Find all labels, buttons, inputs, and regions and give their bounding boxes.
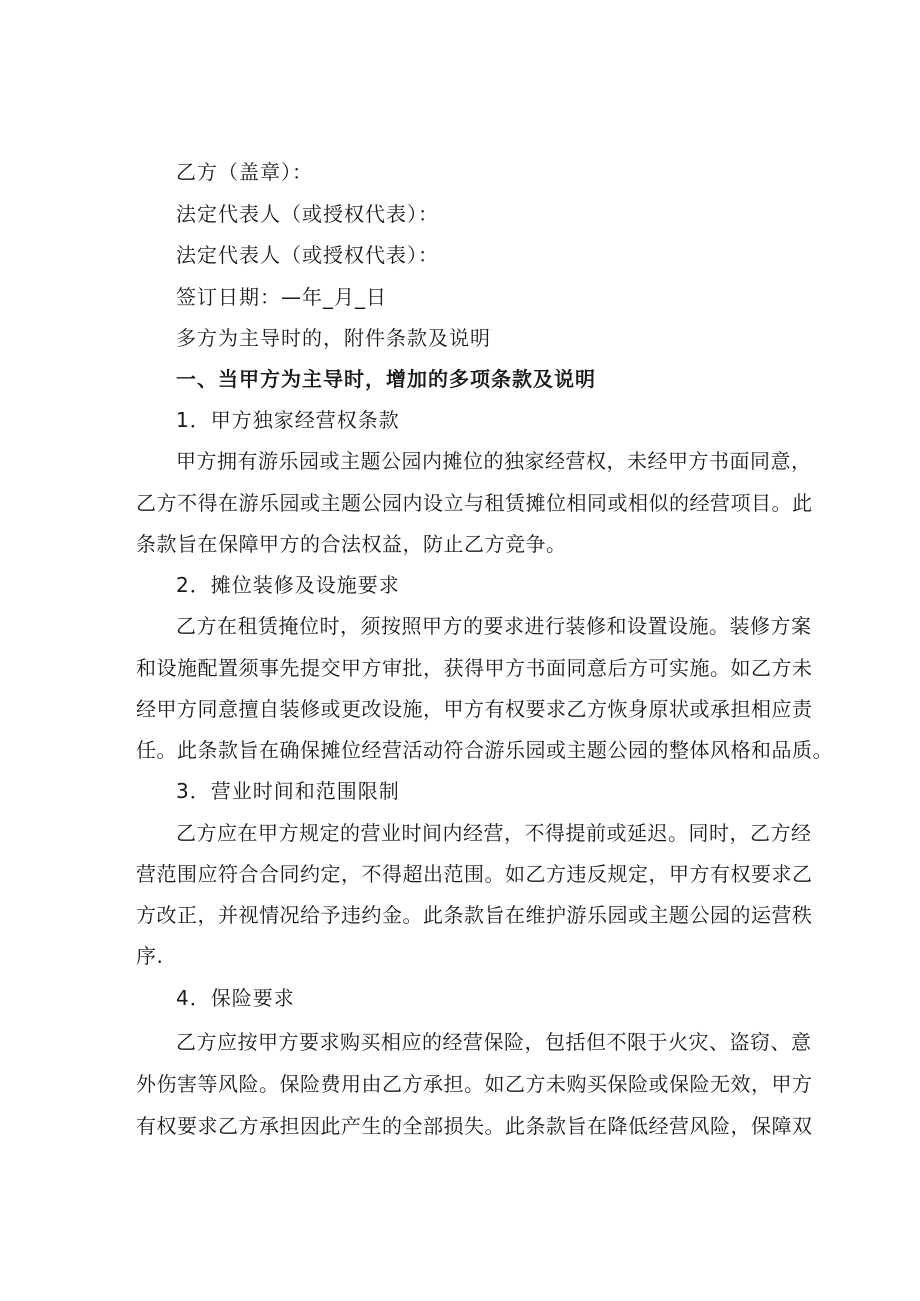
clause-body-line: 任。此条款旨在确保摊位经营活动符合游乐园或主题公园的整体风格和品质。 xyxy=(136,738,833,762)
sign-date-line: 签订日期：—年_月_日 xyxy=(176,285,387,309)
clause-body-line: 序. xyxy=(136,944,164,968)
clause-title: 4．保险要求 xyxy=(176,986,295,1010)
clause-body-line: 营范围应符合合同约定，不得超出范围。如乙方违反规定，甲方有权要求乙 xyxy=(136,862,813,886)
clause-body-line: 和设施配置须事先提交甲方审批，获得甲方书面同意后方可实施。如乙方未 xyxy=(136,656,813,680)
clause-body-line: 乙方应在甲方规定的营业时间内经营，不得提前或延迟。同时，乙方经 xyxy=(176,821,812,845)
clause-body-line: 有权要求乙方承担因此产生的全部损失。此条款旨在降低经营风险，保障双 xyxy=(136,1114,813,1138)
appendix-title: 多方为主导时的，附件条款及说明 xyxy=(176,326,491,350)
clause-body-line: 外伤害等风险。保险费用由乙方承担。如乙方未购买保险或保险无效，甲方 xyxy=(136,1072,813,1096)
section-heading: 一、当甲方为主导时，增加的多项条款及说明 xyxy=(176,367,596,391)
clause-body-line: 甲方拥有游乐园或主题公园内摊位的独家经营权，未经甲方书面同意， xyxy=(176,449,812,473)
clause-body-line: 乙方不得在游乐园或主题公园内设立与租赁摊位相同或相似的经营项目。此 xyxy=(136,491,813,515)
clause-body-line: 乙方在租赁掩位时，须按照甲方的要求进行装修和设置设施。装修方案 xyxy=(176,614,812,638)
legal-representative-line-2: 法定代表人（或授权代表）： xyxy=(176,243,439,267)
legal-representative-line-1: 法定代表人（或授权代表）： xyxy=(176,202,439,226)
party-b-seal-line: 乙方（盖章）： xyxy=(176,160,313,184)
clause-body-line: 经甲方同意擅自装修或更改设施，甲方有权要求乙方恢身原状或承担相应责 xyxy=(136,697,813,721)
clause-title: 1．甲方独家经营权条款 xyxy=(176,408,400,432)
clause-body-line: 条款旨在保障甲方的合法权益，防止乙方竞争。 xyxy=(136,532,567,556)
clause-title: 3．营业时间和范围限制 xyxy=(176,779,400,803)
clause-body-line: 乙方应按甲方要求购买相应的经营保险，包括但不限于火灾、盗窃、意 xyxy=(176,1030,812,1054)
clause-title: 2．摊位装修及设施要求 xyxy=(176,573,400,597)
clause-body-line: 方改正，并视情况给予违约金。此条款旨在维护游乐园或主题公园的运营秩 xyxy=(136,903,813,927)
